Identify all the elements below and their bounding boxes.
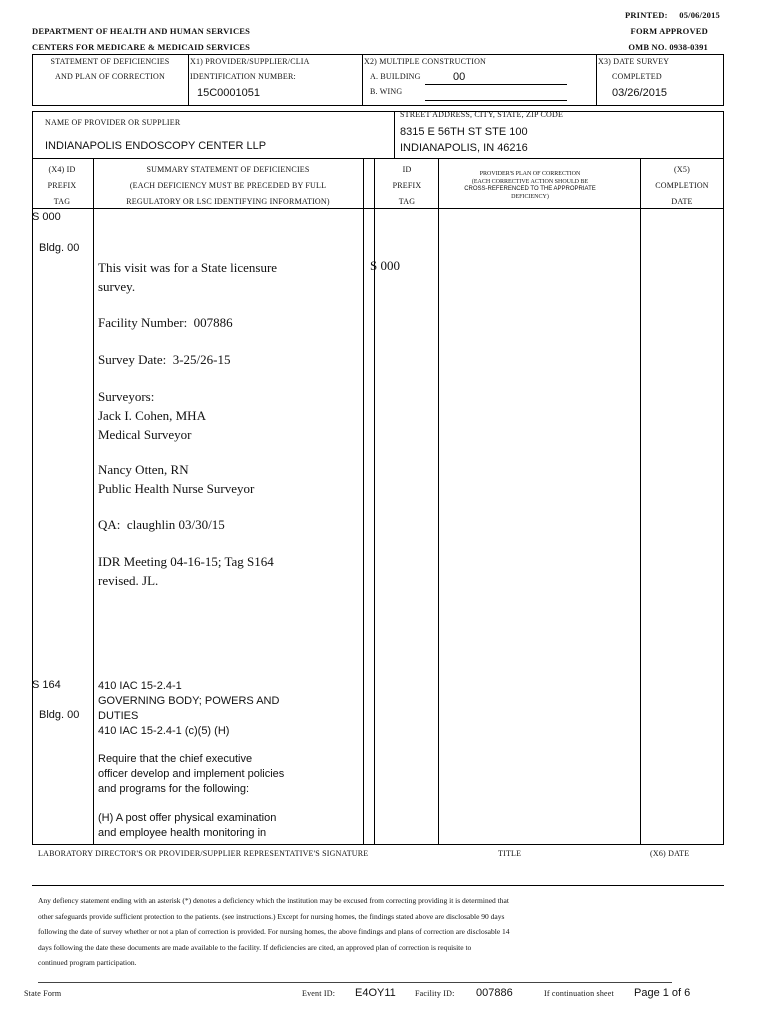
footnote-line5: continued program participation. bbox=[38, 958, 137, 967]
col-id-line3: TAG bbox=[398, 197, 416, 206]
address-line1: 8315 E 56TH ST STE 100 bbox=[400, 126, 528, 138]
entry-paragraph-3: Survey Date: 3-25/26-15 bbox=[98, 352, 231, 367]
building-value: 00 bbox=[453, 71, 466, 83]
footnote-line3: following the date of survey whether or not a plan of correction is provided. For nursing homes, the above findings and plans of correction are disclosable 14 bbox=[38, 927, 510, 936]
entry-paragraph-6: QA: claughlin 03/30/15 bbox=[98, 517, 225, 532]
x6-date-label: (X6) DATE bbox=[650, 849, 690, 858]
footnote bbox=[38, 893, 510, 971]
page-number: Page 1 of 6 bbox=[634, 987, 691, 999]
entry-paragraph-4: Surveyors: Jack I. Cohen, MHA Medical Surveyor bbox=[98, 389, 206, 442]
col-x4-line3: TAG bbox=[53, 197, 71, 206]
entry-paragraph-7: IDR Meeting 04-16-15; Tag S164 revised. JL. bbox=[98, 554, 274, 588]
col-summary-header bbox=[94, 162, 362, 210]
footnote-line1: Any defiency statement ending with an asterisk (*) denotes a deficiency which the institution may be excused from correcting providing it is determined that bbox=[38, 896, 509, 905]
printed-label: PRINTED: bbox=[624, 10, 668, 20]
provider-name: INDIANAPOLIS ENDOSCOPY CENTER LLP bbox=[45, 140, 267, 152]
facility-id-value: 007886 bbox=[476, 987, 513, 999]
col-summary-line2: (EACH DEFICIENCY MUST BE PRECEDED BY FULL bbox=[129, 181, 327, 190]
centers-title: CENTERS FOR MEDICARE & MEDICAID SERVICES bbox=[32, 42, 251, 52]
form-approved: FORM APPROVED bbox=[630, 26, 708, 36]
date-survey-label: X3) DATE SURVEY bbox=[598, 57, 670, 66]
provider-clia-label: X1) PROVIDER/SUPPLIER/CLIA bbox=[190, 57, 310, 66]
identification-label: IDENTIFICATION NUMBER: bbox=[190, 72, 296, 81]
printed-line bbox=[560, 10, 720, 20]
signature-label: LABORATORY DIRECTOR'S OR PROVIDER/SUPPLIER REPRESENTATIVE'S SIGNATURE bbox=[38, 849, 369, 858]
s164-requirement: Require that the chief executive officer develop and implement policies and programs for the following: bbox=[98, 753, 285, 795]
s164-citation: 410 IAC 15-2.4-1 GOVERNING BODY; POWERS AND DUTIES 410 IAC 15-2.4-1 (c)(5) (H) bbox=[98, 680, 280, 737]
event-id-label: Event ID: bbox=[302, 989, 336, 998]
col-x5-header bbox=[640, 162, 724, 210]
col-plan-line3: CROSS-REFERENCED TO THE APPROPRIATE bbox=[464, 186, 596, 192]
col-x4-line2: PREFIX bbox=[47, 181, 77, 190]
statement-label: STATEMENT OF DEFICIENCIES bbox=[50, 57, 170, 66]
provider-name-label: NAME OF PROVIDER OR SUPPLIER bbox=[45, 118, 181, 127]
col-plan-header bbox=[440, 171, 620, 201]
col-id-line2: PREFIX bbox=[392, 181, 422, 190]
col-summary-line3: REGULATORY OR LSC IDENTIFYING INFORMATION) bbox=[126, 197, 330, 206]
entry-paragraph-1: This visit was for a State licensure survey. bbox=[98, 260, 278, 294]
survey-date: 03/26/2015 bbox=[612, 87, 668, 99]
s164-item-h: (H) A post offer physical examination and employee health monitoring in bbox=[98, 812, 277, 839]
department-title: DEPARTMENT OF HEALTH AND HUMAN SERVICES bbox=[32, 26, 251, 36]
col-plan-line4: DEFICIENCY) bbox=[511, 193, 549, 200]
entry-paragraph-5: Nancy Otten, RN Public Health Nurse Surveyor bbox=[98, 462, 255, 496]
col-x4-header bbox=[32, 162, 92, 210]
event-id-value: E4OY11 bbox=[355, 987, 396, 999]
plan-label: AND PLAN OF CORRECTION bbox=[55, 72, 165, 81]
col-x4-line1: (X4) ID bbox=[48, 165, 76, 174]
facility-id-label: Facility ID: bbox=[415, 989, 455, 998]
building-label: A. BUILDING bbox=[370, 72, 421, 81]
tag-s000: S 000 bbox=[32, 211, 61, 223]
tag-s164: S 164 bbox=[32, 679, 61, 691]
omb-number: OMB NO. 0938-0391 bbox=[628, 42, 708, 52]
col-id-header bbox=[374, 162, 440, 210]
title-label: TITLE bbox=[498, 849, 522, 858]
address-line2: INDIANAPOLIS, IN 46216 bbox=[400, 142, 528, 154]
col-x5-line3: DATE bbox=[671, 197, 693, 206]
bldg-s000: Bldg. 00 bbox=[39, 242, 80, 254]
completed-label: COMPLETED bbox=[612, 72, 662, 81]
tag-s000-right: S 000 bbox=[370, 258, 400, 273]
col-plan-line1: PROVIDER'S PLAN OF CORRECTION bbox=[479, 171, 581, 177]
entry-paragraph-2: Facility Number: 007886 bbox=[98, 315, 233, 330]
printed-date: 05/06/2015 bbox=[679, 10, 720, 20]
bldg-s164: Bldg. 00 bbox=[39, 709, 80, 721]
footnote-line4: days following the date these documents are made available to the facility. If deficiencies are cited, an approved plan of correction is requisite to bbox=[38, 942, 472, 952]
col-plan-line2: (EACH CORRECTIVE ACTION SHOULD BE bbox=[471, 178, 589, 185]
multiple-construction-label: X2) MULTIPLE CONSTRUCTION bbox=[364, 57, 487, 66]
col-x5-line1: (X5) bbox=[674, 165, 690, 174]
continuation-label: If continuation sheet bbox=[544, 989, 614, 998]
address-label: STREET ADDRESS, CITY, STATE, ZIP CODE bbox=[400, 110, 564, 119]
col-id-line1: ID bbox=[402, 165, 412, 174]
wing-label: B. WING bbox=[370, 87, 403, 96]
col-x5-line2: COMPLETION bbox=[655, 181, 709, 190]
footnote-line2: other safeguards provide sufficient protection to the patients. (see instructions.) Except for nursing homes, the findings stated above are disclosable 90 days bbox=[38, 911, 505, 921]
clia-number: 15C0001051 bbox=[197, 87, 261, 99]
col-summary-line1: SUMMARY STATEMENT OF DEFICIENCIES bbox=[146, 165, 310, 174]
state-form-label: State Form bbox=[24, 989, 62, 998]
